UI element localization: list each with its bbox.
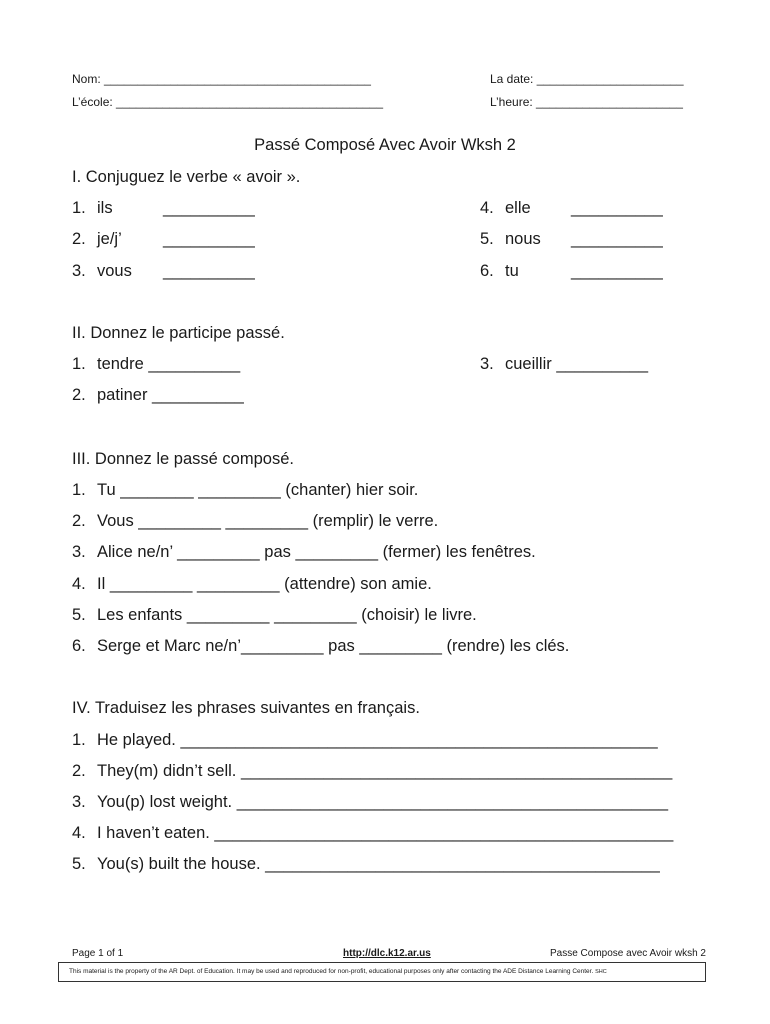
s4-item-text[interactable]: They(m) didn’t sell. _______________________________________________ bbox=[97, 762, 673, 780]
s3-item-num: 6. bbox=[72, 637, 86, 655]
s3-item-num: 3. bbox=[72, 543, 86, 561]
s4-item-text[interactable]: You(p) lost weight. _______________________________________________ bbox=[97, 793, 669, 811]
s3-item-text[interactable]: Il _________ _________ (attendre) son amie. bbox=[97, 575, 432, 593]
s4-item-num: 1. bbox=[72, 731, 86, 749]
s4-item-num: 4. bbox=[72, 824, 86, 842]
s3-item-num: 2. bbox=[72, 512, 86, 530]
name-field[interactable]: Nom: ________________________________________ bbox=[72, 72, 371, 86]
section-3-heading: III. Donnez le passé composé. bbox=[72, 450, 294, 468]
s1-item-blank[interactable]: __________ bbox=[163, 230, 255, 248]
s1-item-pronoun: vous bbox=[97, 262, 132, 280]
s2-item-num: 2. bbox=[72, 386, 86, 404]
s3-item-num: 4. bbox=[72, 575, 86, 593]
section-1-heading: I. Conjuguez le verbe « avoir ». bbox=[72, 168, 301, 186]
notice-text: This material is the property of the AR Dept. of Education. It may be used and reproduced for non-profit, educational purposes only after contacting the ADE Distance Learning Center. bbox=[69, 968, 594, 975]
author-initials: SHC bbox=[595, 969, 607, 975]
s1-item-num: 3. bbox=[72, 262, 86, 280]
s3-item-text[interactable]: Serge et Marc ne/n’_________ pas _________ (rendre) les clés. bbox=[97, 637, 570, 655]
s2-item-num: 1. bbox=[72, 355, 86, 373]
s1-item-pronoun: elle bbox=[505, 199, 531, 217]
s2-item-text[interactable]: cueillir __________ bbox=[505, 355, 649, 373]
s2-item-num: 3. bbox=[480, 355, 494, 373]
s2-item-text[interactable]: patiner __________ bbox=[97, 386, 244, 404]
s1-item-pronoun: je/j’ bbox=[97, 230, 122, 248]
s1-item-num: 1. bbox=[72, 199, 86, 217]
time-field[interactable]: L’heure: ______________________ bbox=[490, 95, 683, 109]
s3-item-num: 1. bbox=[72, 481, 86, 499]
s1-item-blank[interactable]: __________ bbox=[571, 230, 663, 248]
s4-item-text[interactable]: I haven’t eaten. __________________________________________________ bbox=[97, 824, 674, 842]
s1-item-num: 4. bbox=[480, 199, 494, 217]
page-title: Passé Composé Avec Avoir Wksh 2 bbox=[254, 136, 516, 154]
s1-item-pronoun: ils bbox=[97, 199, 113, 217]
s1-item-blank[interactable]: __________ bbox=[163, 199, 255, 217]
copyright-notice bbox=[58, 962, 706, 982]
s3-item-text[interactable]: Alice ne/n’ _________ pas _________ (fermer) les fenêtres. bbox=[97, 543, 536, 561]
school-field[interactable]: L’école: ________________________________________ bbox=[72, 95, 383, 109]
s3-item-text[interactable]: Les enfants _________ _________ (choisir) le livre. bbox=[97, 606, 477, 624]
s4-item-num: 5. bbox=[72, 855, 86, 873]
page-number: Page 1 of 1 bbox=[72, 948, 124, 959]
s4-item-num: 3. bbox=[72, 793, 86, 811]
s1-item-pronoun: nous bbox=[505, 230, 541, 248]
s1-item-blank[interactable]: __________ bbox=[571, 262, 663, 280]
document-name: Passe Compose avec Avoir wksh 2 bbox=[549, 948, 706, 959]
section-4-heading: IV. Traduisez les phrases suivantes en français. bbox=[72, 699, 420, 717]
s1-item-num: 6. bbox=[480, 262, 494, 280]
footer-link[interactable]: http://dlc.k12.ar.us bbox=[343, 948, 431, 959]
s2-item-text[interactable]: tendre __________ bbox=[97, 355, 241, 373]
s4-item-text[interactable]: You(s) built the house. ___________________________________________ bbox=[97, 855, 660, 873]
s3-item-text[interactable]: Vous _________ _________ (remplir) le verre. bbox=[97, 512, 439, 530]
section-2-heading: II. Donnez le participe passé. bbox=[72, 324, 285, 342]
s4-item-num: 2. bbox=[72, 762, 86, 780]
s4-item-text[interactable]: He played. ____________________________________________________ bbox=[97, 731, 658, 749]
s1-item-pronoun: tu bbox=[505, 262, 519, 280]
s1-item-blank[interactable]: __________ bbox=[571, 199, 663, 217]
s1-item-blank[interactable]: __________ bbox=[163, 262, 255, 280]
s3-item-num: 5. bbox=[72, 606, 86, 624]
s1-item-num: 5. bbox=[480, 230, 494, 248]
s1-item-num: 2. bbox=[72, 230, 86, 248]
s3-item-text[interactable]: Tu ________ _________ (chanter) hier soir. bbox=[97, 481, 419, 499]
date-field[interactable]: La date: ______________________ bbox=[490, 72, 684, 86]
